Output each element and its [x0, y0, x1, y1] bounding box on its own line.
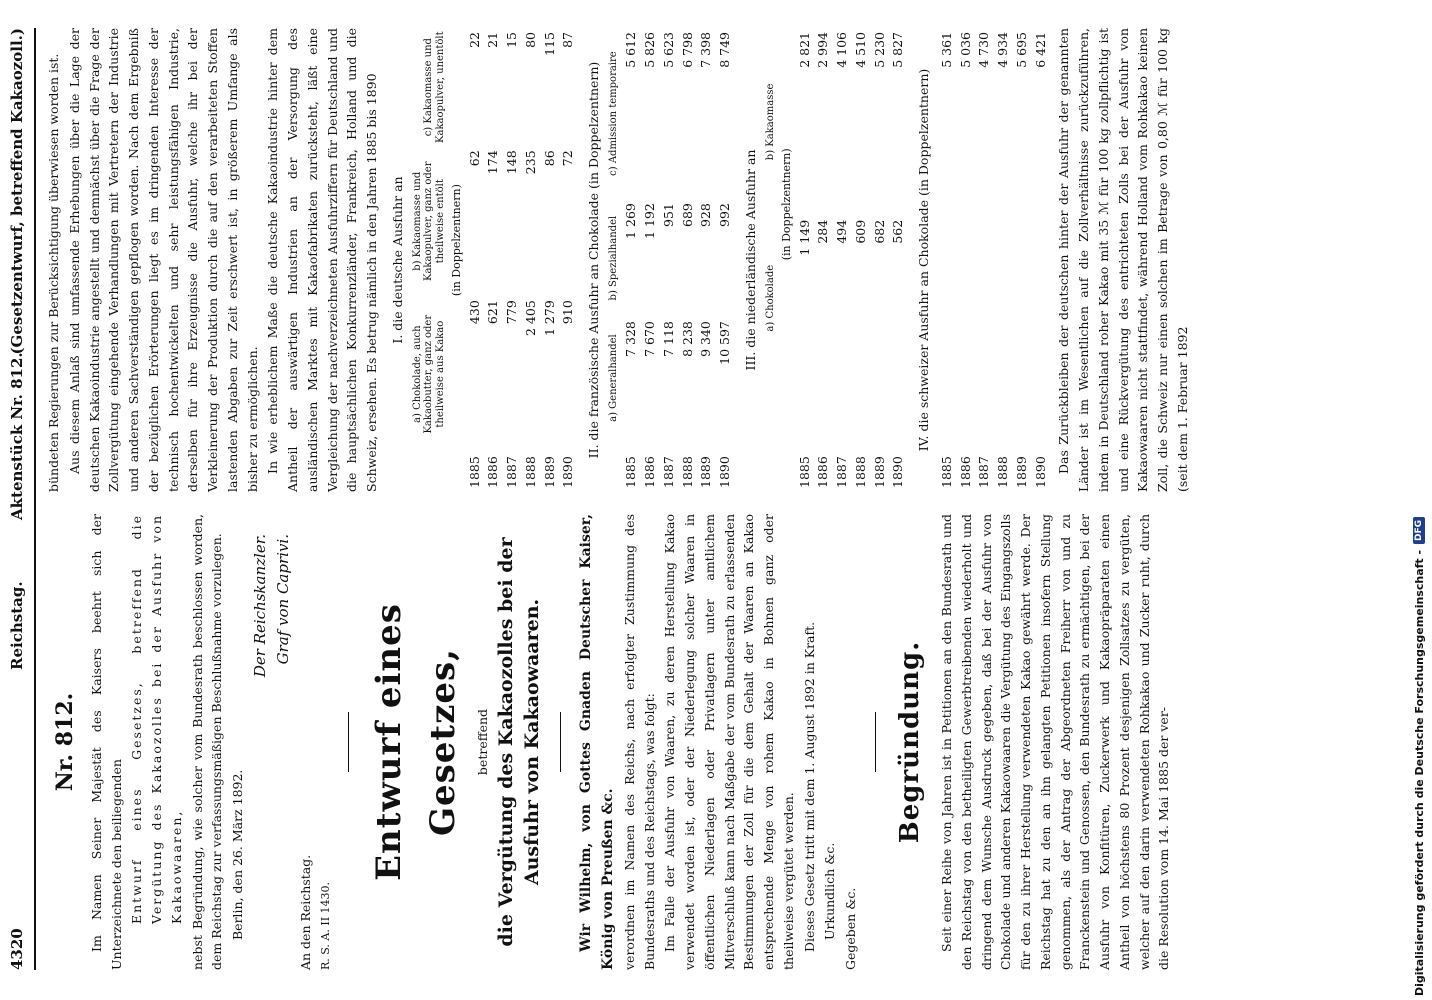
table-row: 1885 1 149 2 821	[796, 32, 812, 488]
left-column	[44, 514, 1175, 970]
table-row: 1888 2 405 235 80	[522, 32, 538, 488]
table-row: 1887 779 148 15	[504, 32, 519, 488]
law-paragraph-2: Dieses Gesetz tritt mit dem 1. August 1892 in Kraft.	[801, 621, 817, 952]
table-header: a) Chokolade, auch Kakaobutter, ganz oder theilweise aus Kakao	[411, 314, 446, 434]
table-row: 1885 430 62 22	[466, 32, 482, 488]
page-number: 4320	[8, 928, 26, 970]
separator	[348, 712, 349, 772]
digitization-footer	[1406, 0, 1432, 1000]
section-1-title: I. die deutsche Ausfuhr an	[389, 176, 405, 344]
gegeben: Gegeben &c.	[843, 887, 859, 970]
table-row: 1887 494 4 106	[834, 32, 849, 488]
table-row: 1890 6 421	[1032, 32, 1048, 488]
table-header: c) Admission temporaire	[607, 51, 619, 176]
table-row: 1890 562 5 827	[890, 32, 906, 488]
continuation-text: bündeten Regierungen zur Berücksichtigung überwiesen worden ist.	[46, 53, 61, 492]
table-header: a) Generalhandel	[607, 334, 619, 422]
begruendung-heading: Begründung.	[894, 640, 925, 844]
separator	[560, 712, 561, 772]
table-row: 1888 8 238 689 6 798	[679, 32, 695, 488]
table-header: b) Kakaomasse und Kakaopulver, ganz oder theilweise entölt	[411, 161, 446, 282]
header-rule	[34, 28, 36, 970]
table-unit: (in Doppelzentnern)	[450, 184, 463, 297]
table-row: 1888 4 934	[995, 32, 1010, 488]
paragraph-1: Aus diesem Anlaß sind umfassende Erhebungen über die Lage der deutschen Kakaoindustrie angestellt und demnächst über die Frage der Zollvergütung eingehende Verhandlungen mit Vertretern der Industrie und anderen Sachverständigen gepflogen worden. Nach dem Ergebniß der bezüglichen Erörterungen liegt es im dringenden Interesse der technisch hochentwickelten und sehr leistungsfähigen Industrie, derselben für ihre Erzeugnisse die Ausfuhr, welche ihr bei der Verkleinerung der Produktion durch die auf den verarbeiteten Stoffen lastenden Abgaben zur Zeit erschwert ist, in größerem Umfange als bisher zu ermöglichen.	[66, 28, 260, 492]
address: An den Reichstag.	[298, 854, 314, 970]
section-2-title: II. die französische Ausfuhr an Chokolade (in Doppelzentnern)	[586, 61, 601, 459]
table-german-export	[412, 28, 579, 492]
entwurf-heading: Entwurf eines Gesetzes,	[369, 603, 463, 881]
begruendung-text: Seit einer Reihe von Jahren ist in Petitionen an den Bundesrath und den Reichstag von den betheiligten Gewerbtreibenden wiederholt und dringend dem Wunsche Ausdruck gegeben, daß bei der Ausfuhr von Chokolade und anderen Kakaowaaren die Vergütung des Eingangszolls für den zu ihrer Herstellung verwendeten Kakao gewährt werde. Der Reichstag hat zu den an ihn gelangten Petitionen insofern Stellung genommen, als der Antrag der Abgeordneten Freiherr von und zu Franckenstein und Genossen, den Bundesrath zu ermächtigen, bei der Ausfuhr von Konfitüren, Zuckerwerk und Kakaopräparaten einen Antheil von höchstens 80 Prozent desjenigen Zollsatzes zu vergüten, welcher auf den darin verwendeten Rohkakao und Zucker ruht, durch die Resolution vom 14. Mai 1885 der ver-	[939, 514, 1172, 970]
footer-text: Digitalisierung gefördert durch die Deutsche Forschungsgemeinschaft -	[1412, 549, 1426, 996]
signer-name: Graf von Caprivi.	[274, 534, 293, 665]
table-row: 1886 284 2 994	[815, 32, 831, 488]
paragraph-2: In wie erheblichem Maße die deutsche Kakaoindustrie hinter dem Antheil der auswärtigen Industrien an der Versorgung des ausländischen Marktes mit Kakaofabrikaten zurücksteht, läßt eine Vergleichung der nachverzeichneten Ausfuhrziffern für Deutschland und die hauptsächlichen Konkurrenzländer, Frankreich, Holland und die Schweiz, ersehen. Es betrug nämlich in den Jahren 1885 bis 1890	[265, 28, 379, 492]
intro-title: Entwurf eines Gesetzes, betreffend die Vergütung des Kakaozolles bei der Ausfuhr von Kakaowaaren,	[129, 514, 184, 924]
section-4-title: IV. die schweizer Ausfuhr an Chokolade (in Doppelzentnern)	[916, 68, 931, 452]
table-row: 1889 1 279 86 115	[541, 32, 557, 488]
table-row: 1886 5 036	[957, 32, 973, 488]
header-right: (Gesetzentwurf, betreffend Kakaozoll.)	[8, 28, 26, 355]
table-row: 1885 7 328 1 269 5 612	[623, 32, 639, 488]
table-dutch-export	[765, 28, 909, 492]
intro-text: Im Namen Seiner Majestät des Kaisers beehrt sich der Unterzeichnete den beiliegenden	[88, 514, 124, 970]
table-unit: (in Doppelzentnern)	[780, 148, 793, 261]
section-3-title: III. die niederländische Ausfuhr an	[742, 149, 758, 371]
dfg-logo: DFG	[1413, 517, 1425, 544]
table-row: 1889 682 5 230	[871, 32, 887, 488]
table-row: 1888 609 4 510	[852, 32, 868, 488]
table-row: 1889 9 340 928 7 398	[698, 32, 714, 488]
table-row: 1887 4 730	[976, 32, 992, 488]
wir-wilhelm: Wir Wilhelm, von Gottes Gnaden Deutscher Kaiser, König von Preußen &c.	[577, 514, 616, 970]
verordnen: verordnen im Namen des Reichs, nach erfolgter Zustimmung des Bundesraths und des Reichstags, was folgt:	[621, 514, 657, 970]
law-title: die Vergütung des Kakaozolles bei der Ausfuhr von Kakaowaaren.	[495, 537, 544, 947]
table-row: 1890 910 72 87	[560, 32, 576, 488]
table-header: b) Kakaomasse	[764, 83, 776, 161]
signer-title: Der Reichskanzler.	[250, 534, 269, 678]
table-header: a) Chokolade	[764, 264, 776, 332]
table-row: 1886 7 670 1 192 5 826	[642, 32, 657, 488]
separator	[875, 712, 876, 772]
table-row: 1886 621 174 21	[485, 32, 501, 488]
table-row: 1885 5 361	[938, 32, 954, 488]
table-header: c) Kakaomasse und Kakaopulver, unentölt	[423, 31, 446, 143]
header-center: Aktenstück Nr. 812.	[8, 352, 26, 520]
reference: R. S. A. II 1430.	[318, 881, 332, 970]
betreffend: betreffend	[474, 708, 490, 776]
law-paragraph-1: Im Falle der Ausfuhr von Waaren, zu deren Herstellung Kakao verwendet worden ist, oder der Niederlegung solcher Waaren in öffentlichen Niederlagen oder Privatlagern unter amtlichem Mitverschluß kann nach Maßgabe der vom Bundesrath zu erlassenden Bestimmungen der Zoll für die dem Gehalt der Waaren an Kakao entsprechende Menge von rohem Kakao in Bohnen ganz oder theilweise vergütet werden.	[662, 514, 796, 970]
urkundlich: Urkundlich &c.	[822, 842, 838, 940]
paragraph-3: Das Zurückbleiben der deutschen hinter der Ausfuhr der genannten Länder ist im Wesentlichen auf die Zollverhältnisse zurückzuführen, indem in Deutschland roher Kakao mit 35 ℳ für 100 kg zollpflichtig ist und eine Rückvergütung des entrichteten Zolls bei der Ausfuhr von Kakaowaaren nicht stattfindet, während Holland vom Rohkakao keinen Zoll, die Schweiz nur einen solchen im Betrage von 0,80 ℳ für 100 kg (seit dem 1. Februar 1892	[1056, 28, 1190, 492]
intro-tail: nebst Begründung, wie solcher vom Bundesrath beschlossen worden, dem Reichstag zur verfassungsmäßigen Beschlußnahme vorzulegen.	[189, 514, 225, 970]
table-header: b) Spezialhandel	[607, 215, 619, 301]
page-header	[8, 28, 32, 970]
table-row: 1887 7 118 951 5 623	[660, 32, 676, 488]
header-left: Reichstag.	[8, 581, 26, 670]
table-row: 1889 5 695	[1013, 32, 1029, 488]
right-column	[44, 28, 1194, 492]
table-swiss-export	[938, 28, 1051, 492]
table-french-export	[608, 28, 735, 492]
doc-number: Nr. 812.	[52, 692, 78, 792]
table-row: 1890 10 597 992 8 749	[717, 32, 732, 488]
date-line: Berlin, den 26. März 1892.	[230, 769, 245, 940]
